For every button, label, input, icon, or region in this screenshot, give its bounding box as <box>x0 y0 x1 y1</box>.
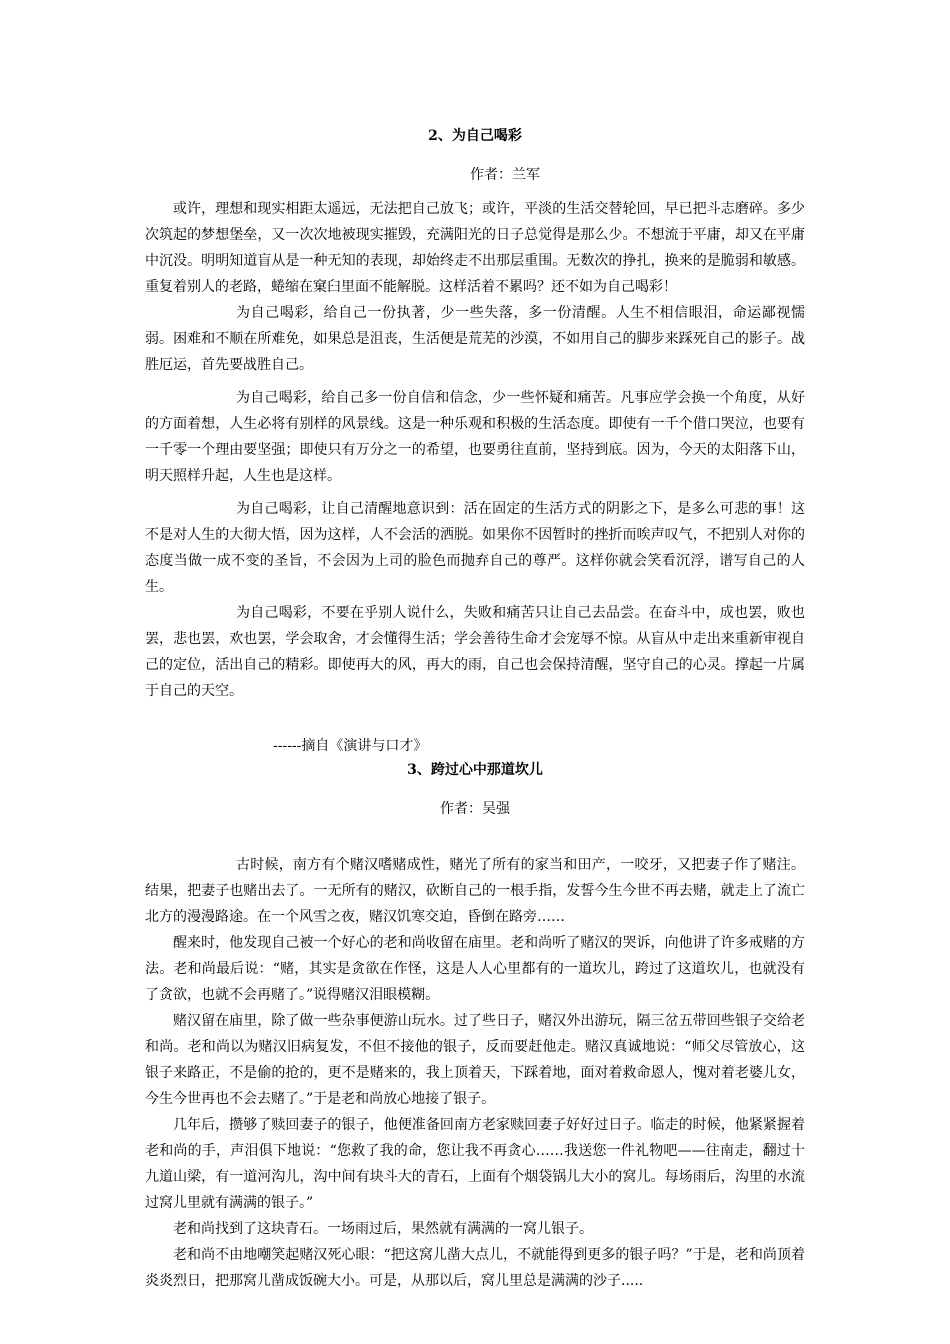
spacer <box>145 830 805 852</box>
article-paragraph: 老和尚找到了这块青石。一场雨过后，果然就有满满的一窝儿银子。 <box>173 1221 593 1237</box>
article-author: 作者：吴强 <box>440 801 510 817</box>
article-paragraph: 老和尚不由地嘲笑起赌汉死心眼：“把这窝儿凿大点儿，不就能得到更多的银子吗？”于是，老和尚顶着炎炎烈日，把那窝儿凿成饭碗大小。可是，从那以后，窝儿里总是满满的沙子..... <box>145 1247 805 1289</box>
article-title: 2、为自己喝彩 <box>428 128 522 144</box>
article-paragraph: 醒来时，他发现自己被一个好心的老和尚收留在庙里。老和尚听了赌汉的哭诉，向他讲了许多戒赌的方法。老和尚最后说：“赌，其实是贪欲在作怪，这是人人心里都有的一道坎儿，跨过了这道坎儿，也就没有了贪欲，也就不会再赌了。”说得赌汉泪眼模糊。 <box>145 935 805 1003</box>
document-content <box>145 124 805 1294</box>
article-paragraph: 或许，理想和现实相距太遥远，无法把自己放飞；或许，平淡的生活交替轮回，早已把斗志磨碎。多少次筑起的梦想堡垒，又一次次地被现实摧毁，充满阳光的日子总觉得是那么少。不想流于平庸，却又在平庸中沉没。明明知道盲从是一种无知的表现，却始终走不出那层重围。无数次的挣扎，换来的是脆弱和敏感。重复着别人的老路，蜷缩在窠臼里面不能解脱。这样活着不累吗？还不如为自己喝彩！ <box>145 201 805 295</box>
article-paragraph: 几年后，攒够了赎回妻子的银子，他便准备回南方老家赎回妻子好好过日子。临走的时候，他紧紧握着老和尚的手，声泪俱下地说：“您救了我的命，您让我不再贪心……我送您一件礼物吧——往南走，翻过十九道山梁，有一道河沟儿，沟中间有块斗大的青石，上面有个烟袋锅儿大小的窝儿。每场雨后，沟里的水流过窝儿里就有满满的银子。” <box>145 1117 805 1211</box>
article-paragraph: 为自己喝彩，不要在乎别人说什么，失败和痛苦只让自己去品尝。在奋斗中，成也罢，败也罢，悲也罢，欢也罢，学会取舍，才会懂得生活；学会善待生命才会宠辱不惊。从盲从中走出来重新审视自己的定位，活出自己的精彩。即使再大的风，再大的雨，自己也会保持清醒，坚守自己的心灵。撑起一片属于自己的天空。 <box>145 605 805 699</box>
article-source: ------摘自《演讲与口才》 <box>273 738 428 754</box>
article-paragraph: 为自己喝彩，让自己清醒地意识到：活在固定的生活方式的阴影之下，是多么可悲的事！这不是对人生的大彻大悟，因为这样，人不会活的洒脱。如果你不因暂时的挫折而唉声叹气，不把别人对你的态度当做一成不变的圣旨，不会因为上司的脸色而抛弃自己的尊严。这样你就会笑看沉浮，谱写自己的人生。 <box>145 501 805 595</box>
article-paragraph: 赌汉留在庙里，除了做一些杂事便游山玩水。过了些日子，赌汉外出游玩，隔三岔五带回些银子交给老和尚。老和尚以为赌汉旧病复发，不但不接他的银子，反而要赶他走。赌汉真诚地说：“师父尽管放心，这银子来路正，不是偷的抢的，更不是赌来的，我上顶着天，下踩着地，面对着救命恩人，愧对着老婆儿女，今生今世再也不会去赌了。”于是老和尚放心地接了银子。 <box>145 1013 805 1107</box>
article-author: 作者：兰军 <box>470 167 540 183</box>
article-paragraph: 为自己喝彩，给自己一份执著，少一些失落，多一份清醒。人生不相信眼泪，命运鄙视懦弱。困难和不顺在所难免，如果总是沮丧，生活便是荒芜的沙漠，不如用自己的脚步来踩死自己的影子。战胜厄运，首先要战胜自己。 <box>145 305 805 373</box>
article-title: 3、跨过心中那道坎儿 <box>407 762 543 778</box>
article-paragraph: 为自己喝彩，给自己多一份自信和信念，少一些怀疑和痛苦。凡事应学会换一个角度，从好的方面着想，人生必将有别样的风景线。这是一种乐观和积极的生活态度。即使有一千个借口哭泣，也要有一千零一个理由要坚强；即使只有万分之一的希望，也要勇往直前，坚持到底。因为，今天的太阳落下山，明天照样升起，人生也是这样。 <box>145 390 805 484</box>
article-paragraph: 古时候，南方有个赌汉嗜赌成性，赌光了所有的家当和田产，一咬牙，又把妻子作了赌注。结果，把妻子也赌出去了。一无所有的赌汉，砍断自己的一根手指，发誓今生今世不再去赌，就走上了流亡北方的漫漫路途。在一个风雪之夜，赌汉饥寒交迫，昏倒在路旁…… <box>145 857 805 925</box>
